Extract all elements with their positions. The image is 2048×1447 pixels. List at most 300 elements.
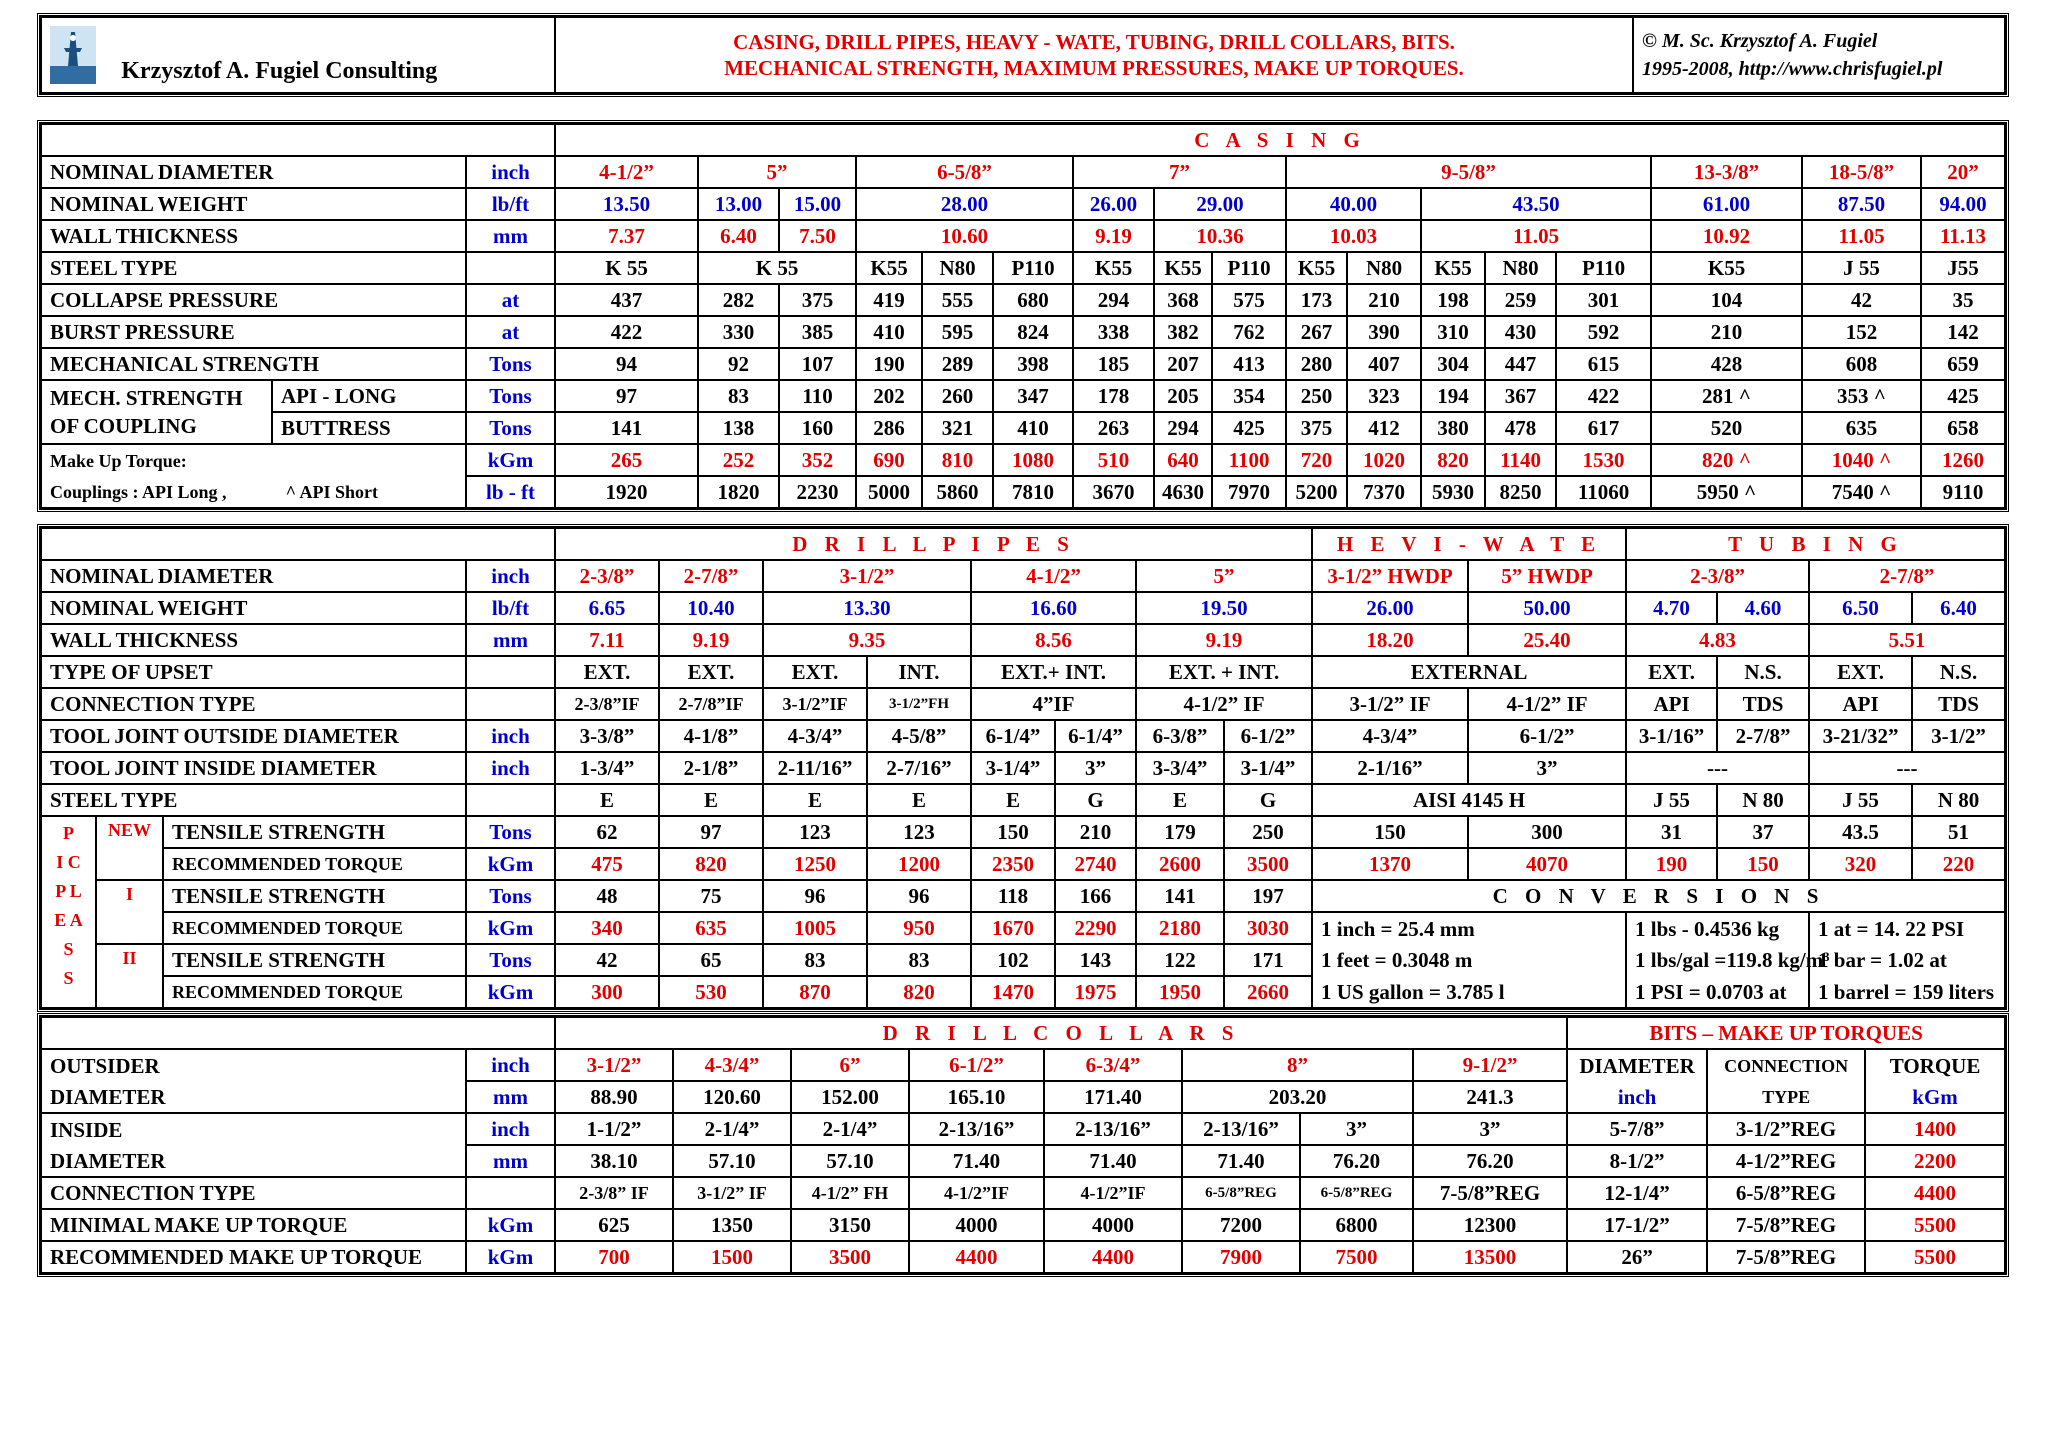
bits-cell: 1400 <box>1865 1113 2005 1145</box>
unit: inch <box>466 1049 555 1081</box>
cell: 19.50 <box>1136 592 1312 624</box>
cell: 1260 <box>1921 444 2005 476</box>
cell: 347 <box>993 380 1073 412</box>
unit: inch <box>466 560 555 592</box>
cell: P110 <box>993 252 1073 284</box>
cell: J 55 <box>1802 252 1921 284</box>
cell: 6.40 <box>698 220 779 252</box>
cell: 1020 <box>1347 444 1421 476</box>
cell: N80 <box>1347 252 1421 284</box>
cell: 3150 <box>791 1209 909 1241</box>
cell: 4”IF <box>971 688 1136 720</box>
unit: at <box>466 316 555 348</box>
unit: mm <box>466 220 555 252</box>
cell: 18.20 <box>1312 624 1468 656</box>
cell: 94.00 <box>1921 188 2005 220</box>
conversion-item: 1 inch = 25.4 mm <box>1312 912 1626 944</box>
cell: 3-1/4” <box>1224 752 1312 784</box>
cell: K55 <box>1286 252 1347 284</box>
cell: 267 <box>1286 316 1347 348</box>
unit: lb/ft <box>466 592 555 624</box>
cell: 8.56 <box>971 624 1136 656</box>
cell: E <box>555 784 659 816</box>
row-label: RECOMMENDED TORQUE <box>163 848 466 880</box>
cell: 3-1/2” IF <box>1312 688 1468 720</box>
cell: 8250 <box>1485 476 1556 508</box>
row-label: RECOMMENDED MAKE UP TORQUE <box>41 1241 466 1273</box>
cell: 10.60 <box>856 220 1073 252</box>
conversion-item: 1 PSI = 0.0703 at <box>1626 976 1809 1008</box>
row-label: NOMINAL WEIGHT <box>41 188 466 220</box>
bits-cell: 6-5/8”REG <box>1707 1177 1865 1209</box>
header-title-line2: MECHANICAL STRENGTH, MAXIMUM PRESSURES, MAKE UP TORQUES. <box>724 56 1464 80</box>
cell: 1530 <box>1556 444 1651 476</box>
cell: 810 <box>922 444 993 476</box>
drill-collars-title: D R I L L C O L L A R S <box>555 1017 1567 1049</box>
cell: 171.40 <box>1044 1081 1182 1113</box>
cell: 4-1/2” <box>555 156 698 188</box>
cell: 352 <box>779 444 856 476</box>
cell: 138 <box>698 412 779 444</box>
cell: 3-1/4” <box>971 752 1055 784</box>
cell: E <box>659 784 763 816</box>
cell: 3-1/2” <box>1912 720 2005 752</box>
cell: 6-5/8”REG <box>1182 1177 1300 1209</box>
cell: 1200 <box>867 848 971 880</box>
cell: 410 <box>993 412 1073 444</box>
cell: 5200 <box>1286 476 1347 508</box>
cell: 6-1/2” <box>1468 720 1626 752</box>
cell: 102 <box>971 944 1055 976</box>
hevi-wate-title: H E V I - W A T E <box>1312 528 1626 560</box>
cell: 13500 <box>1413 1241 1567 1273</box>
side-label: P L <box>55 881 82 901</box>
cell: 11.13 <box>1921 220 2005 252</box>
bits-cell: 5500 <box>1865 1241 2005 1273</box>
cell: 210 <box>1347 284 1421 316</box>
cell: 179 <box>1136 816 1224 848</box>
cell: 2180 <box>1136 912 1224 944</box>
cell: 7.50 <box>779 220 856 252</box>
cell: 6.50 <box>1809 592 1912 624</box>
cell: 428 <box>1651 348 1802 380</box>
cell: 3-1/2”IF <box>763 688 867 720</box>
cell: 118 <box>971 880 1055 912</box>
cell: 3-21/32” <box>1809 720 1912 752</box>
cell: 3670 <box>1073 476 1154 508</box>
unit: Tons <box>466 816 555 848</box>
bits-header: TORQUE <box>1865 1049 2005 1081</box>
row-label: COLLAPSE PRESSURE <box>41 284 466 316</box>
cell: 4-1/2” IF <box>1136 688 1312 720</box>
drill-pipes-block <box>37 524 2009 1012</box>
cell: AISI 4145 H <box>1312 784 1626 816</box>
cell: 3” <box>1413 1113 1567 1145</box>
row-label: MECHANICAL STRENGTH <box>41 348 466 380</box>
cell: 286 <box>856 412 922 444</box>
cell: 1040 ^ <box>1802 444 1921 476</box>
cell: TDS <box>1717 688 1809 720</box>
bits-cell: 26” <box>1567 1241 1707 1273</box>
cell: 13.00 <box>698 188 779 220</box>
cell: 197 <box>1224 880 1312 912</box>
bits-header: CONNECTION <box>1707 1049 1865 1081</box>
cell: 412 <box>1347 412 1421 444</box>
cell: 1820 <box>698 476 779 508</box>
cell: 10.92 <box>1651 220 1802 252</box>
cell: 71.40 <box>1044 1145 1182 1177</box>
cell: 4000 <box>1044 1209 1182 1241</box>
cell: 1250 <box>763 848 867 880</box>
cell: 2-1/4” <box>673 1113 791 1145</box>
cell: 141 <box>555 412 698 444</box>
cell: 2-7/8” <box>1717 720 1809 752</box>
cell: 4630 <box>1154 476 1212 508</box>
cell: 4-1/2”IF <box>1044 1177 1182 1209</box>
cell: 4.70 <box>1626 592 1717 624</box>
cell: 5” <box>1136 560 1312 592</box>
cell: 6-3/8” <box>1136 720 1224 752</box>
cell: 12300 <box>1413 1209 1567 1241</box>
cell: 4-1/2” <box>971 560 1136 592</box>
unit: inch <box>466 156 555 188</box>
cell: 690 <box>856 444 922 476</box>
cell: 304 <box>1421 348 1485 380</box>
cell: 2-3/8” IF <box>555 1177 673 1209</box>
conversion-item: 1 lbs/gal =119.8 kg/m³ <box>1626 944 1809 976</box>
tubing-title: T U B I N G <box>1626 528 2005 560</box>
cell: 595 <box>922 316 993 348</box>
cell: 4-1/2” FH <box>791 1177 909 1209</box>
cell: 320 <box>1809 848 1912 880</box>
row-label: MINIMAL MAKE UP TORQUE <box>41 1209 466 1241</box>
cell: 166 <box>1055 880 1136 912</box>
side-label: S <box>63 939 74 959</box>
unit: Tons <box>466 380 555 412</box>
drill-pipes-table <box>40 527 2006 1009</box>
cell: 4070 <box>1468 848 1626 880</box>
cell: K 55 <box>698 252 856 284</box>
side-label: E A <box>54 910 83 930</box>
cell: 190 <box>856 348 922 380</box>
cell: K55 <box>1421 252 1485 284</box>
cell: 659 <box>1921 348 2005 380</box>
class-new-label: NEW <box>96 816 163 880</box>
class-i-label: I <box>96 880 163 944</box>
cell: --- <box>1809 752 2005 784</box>
cell: 210 <box>1055 816 1136 848</box>
cell: 26.00 <box>1312 592 1468 624</box>
class-ii-label: II <box>96 944 163 1008</box>
row-label: OUTSIDER <box>41 1049 466 1081</box>
drill-pipes-title: D R I L L P I P E S <box>555 528 1312 560</box>
cell: 375 <box>1286 412 1347 444</box>
cell: 680 <box>993 284 1073 316</box>
cell: 2600 <box>1136 848 1224 880</box>
cell: 123 <box>867 816 971 848</box>
cell: 7-5/8”REG <box>1413 1177 1567 1209</box>
cell: 510 <box>1073 444 1154 476</box>
row-label: Couplings : API Long , <box>50 481 227 502</box>
cell: 6-1/2” <box>909 1049 1044 1081</box>
cell: INT. <box>867 656 971 688</box>
row-label: DIAMETER <box>41 1081 466 1113</box>
cell: 5860 <box>922 476 993 508</box>
cell: 1920 <box>555 476 698 508</box>
cell: 83 <box>867 944 971 976</box>
cell: 437 <box>555 284 698 316</box>
unit: mm <box>466 1145 555 1177</box>
cell: 635 <box>1802 412 1921 444</box>
cell: 3-1/2” <box>555 1049 673 1081</box>
cell: 3500 <box>791 1241 909 1273</box>
cell: 9.19 <box>659 624 763 656</box>
cell: 2-3/8” <box>1626 560 1809 592</box>
cell: K55 <box>1073 252 1154 284</box>
row-label: CONNECTION TYPE <box>41 1177 466 1209</box>
cell: 380 <box>1421 412 1485 444</box>
cell: 6.40 <box>1912 592 2005 624</box>
cell: 13.50 <box>555 188 698 220</box>
cell: 5” <box>698 156 856 188</box>
cell: K55 <box>1154 252 1212 284</box>
cell: 6-5/8”REG <box>1300 1177 1413 1209</box>
cell: 2230 <box>779 476 856 508</box>
bits-cell: 4400 <box>1865 1177 2005 1209</box>
cell: 7.37 <box>555 220 698 252</box>
cell: 11060 <box>1556 476 1651 508</box>
cell: 7900 <box>1182 1241 1300 1273</box>
cell: 3-3/4” <box>1136 752 1224 784</box>
cell: 5000 <box>856 476 922 508</box>
row-label: BURST PRESSURE <box>41 316 466 348</box>
cell: 1-1/2” <box>555 1113 673 1145</box>
cell: EXT. <box>659 656 763 688</box>
cell: 83 <box>698 380 779 412</box>
side-label: S <box>63 968 74 988</box>
cell: EXT. <box>1809 656 1912 688</box>
cell: 422 <box>1556 380 1651 412</box>
cell: 280 <box>1286 348 1347 380</box>
cell: 13.30 <box>763 592 971 624</box>
bits-header: inch <box>1567 1081 1707 1113</box>
cell: 26.00 <box>1073 188 1154 220</box>
cell: 37 <box>1717 816 1809 848</box>
cell: 31 <box>1626 816 1717 848</box>
cell: J 55 <box>1626 784 1717 816</box>
cell: 7.11 <box>555 624 659 656</box>
cell: 10.03 <box>1286 220 1421 252</box>
cell: 575 <box>1212 284 1286 316</box>
cell: 6-1/4” <box>1055 720 1136 752</box>
copyright-line2: 1995-2008, http://www.chrisfugiel.pl <box>1642 58 1943 80</box>
cell: 76.20 <box>1413 1145 1567 1177</box>
cell: 635 <box>659 912 763 944</box>
cell: 2-7/8”IF <box>659 688 763 720</box>
unit: Tons <box>466 412 555 444</box>
cell: 152.00 <box>791 1081 909 1113</box>
cell: EXT. <box>555 656 659 688</box>
cell: N.S. <box>1912 656 2005 688</box>
cell: 96 <box>763 880 867 912</box>
cell: 202 <box>856 380 922 412</box>
cell: P110 <box>1556 252 1651 284</box>
cell: 3-1/2”FH <box>867 688 971 720</box>
cell: 92 <box>698 348 779 380</box>
cell: 385 <box>779 316 856 348</box>
cell: 820 ^ <box>1651 444 1802 476</box>
cell: 20” <box>1921 156 2005 188</box>
cell: 88.90 <box>555 1081 673 1113</box>
cell: 35 <box>1921 284 2005 316</box>
row-label: TOOL JOINT OUTSIDE DIAMETER <box>41 720 466 752</box>
cell: N 80 <box>1717 784 1809 816</box>
row-label: TENSILE STRENGTH <box>163 816 466 848</box>
side-label: I C <box>56 852 81 872</box>
cell: 2-7/16” <box>867 752 971 784</box>
header-block <box>37 13 2009 97</box>
cell: 7200 <box>1182 1209 1300 1241</box>
cell: EXT.+ INT. <box>971 656 1136 688</box>
unit: kGm <box>466 1241 555 1273</box>
bits-cell: 4-1/2”REG <box>1707 1145 1865 1177</box>
cell: 205 <box>1154 380 1212 412</box>
cell: 1470 <box>971 976 1055 1008</box>
unit: inch <box>466 1113 555 1145</box>
cell: 2350 <box>971 848 1055 880</box>
cell: K55 <box>1651 252 1802 284</box>
cell: 11.05 <box>1421 220 1651 252</box>
cell: 1005 <box>763 912 867 944</box>
cell: 4-1/2”IF <box>909 1177 1044 1209</box>
cell: 123 <box>763 816 867 848</box>
unit: at <box>466 284 555 316</box>
row-label: OF COUPLING <box>50 414 197 438</box>
unit: inch <box>466 752 555 784</box>
cell: 185 <box>1073 348 1154 380</box>
cell: 282 <box>698 284 779 316</box>
cell: 382 <box>1154 316 1212 348</box>
cell: 4-3/4” <box>673 1049 791 1081</box>
cell: 71.40 <box>909 1145 1044 1177</box>
cell: 2-3/8”IF <box>555 688 659 720</box>
casing-block <box>37 120 2009 512</box>
cell: 250 <box>1286 380 1347 412</box>
unit: kGm <box>466 1209 555 1241</box>
cell: J 55 <box>1809 784 1912 816</box>
cell: 1350 <box>673 1209 791 1241</box>
conversions-title: C O N V E R S I O N S <box>1312 880 2005 912</box>
cell: 762 <box>1212 316 1286 348</box>
cell: 475 <box>555 848 659 880</box>
cell: 3” <box>1468 752 1626 784</box>
conversion-item: 1 US gallon = 3.785 l <box>1312 976 1626 1008</box>
cell: 353 ^ <box>1802 380 1921 412</box>
cell: 15.00 <box>779 188 856 220</box>
cell: 3500 <box>1224 848 1312 880</box>
bits-cell: 12-1/4” <box>1567 1177 1707 1209</box>
cell: 294 <box>1154 412 1212 444</box>
cell: 178 <box>1073 380 1154 412</box>
cell: 210 <box>1651 316 1802 348</box>
cell: 281 ^ <box>1651 380 1802 412</box>
cell: 241.3 <box>1413 1081 1567 1113</box>
company-logo-icon <box>50 26 96 84</box>
casing-table <box>40 123 2006 509</box>
cell: 194 <box>1421 380 1485 412</box>
cell: 2-3/8” <box>555 560 659 592</box>
cell: 83 <box>763 944 867 976</box>
row-label: TENSILE STRENGTH <box>163 880 466 912</box>
cell: 289 <box>922 348 993 380</box>
cell: 430 <box>1485 316 1556 348</box>
cell: 2290 <box>1055 912 1136 944</box>
bits-cell: 5-7/8” <box>1567 1113 1707 1145</box>
cell: 9110 <box>1921 476 2005 508</box>
cell: 9-1/2” <box>1413 1049 1567 1081</box>
cell: 2-7/8” <box>1809 560 2005 592</box>
cell: 203.20 <box>1182 1081 1413 1113</box>
cell: 2-1/4” <box>791 1113 909 1145</box>
cell: 3-1/2” <box>763 560 971 592</box>
cell: 9-5/8” <box>1286 156 1651 188</box>
cell: N80 <box>922 252 993 284</box>
conversion-item: 1 lbs - 0.4536 kg <box>1626 912 1809 944</box>
unit: Tons <box>466 880 555 912</box>
row-label: WALL THICKNESS <box>41 624 466 656</box>
unit: kGm <box>466 976 555 1008</box>
cell: 18-5/8” <box>1802 156 1921 188</box>
cell: 950 <box>867 912 971 944</box>
cell: 97 <box>659 816 763 848</box>
row-label: NOMINAL WEIGHT <box>41 592 466 624</box>
cell: 1140 <box>1485 444 1556 476</box>
cell: 592 <box>1556 316 1651 348</box>
conversion-item: 1 bar = 1.02 at <box>1809 944 2005 976</box>
conversion-item: 1 at = 14. 22 PSI <box>1809 912 2005 944</box>
row-label: INSIDE <box>41 1113 466 1145</box>
drill-collars-table <box>40 1016 2006 1274</box>
row-label: TENSILE STRENGTH <box>163 944 466 976</box>
cell: 260 <box>922 380 993 412</box>
cell: 25.40 <box>1468 624 1626 656</box>
cell: 338 <box>1073 316 1154 348</box>
cell: 398 <box>993 348 1073 380</box>
bits-header: DIAMETER <box>1567 1049 1707 1081</box>
cell: 615 <box>1556 348 1651 380</box>
cell: 4.83 <box>1626 624 1809 656</box>
cell: 3” <box>1300 1113 1413 1145</box>
cell: 6-1/2” <box>1224 720 1312 752</box>
unit: Tons <box>466 944 555 976</box>
cell: 10.40 <box>659 592 763 624</box>
cell: 7540 ^ <box>1802 476 1921 508</box>
cell: 50.00 <box>1468 592 1626 624</box>
cell: K 55 <box>555 252 698 284</box>
side-label: P <box>63 823 74 843</box>
cell: 220 <box>1912 848 2005 880</box>
cell: 407 <box>1347 348 1421 380</box>
cell: 141 <box>1136 880 1224 912</box>
cell: 2740 <box>1055 848 1136 880</box>
cell: 6.65 <box>555 592 659 624</box>
row-label: TYPE OF UPSET <box>41 656 466 688</box>
cell: 120.60 <box>673 1081 791 1113</box>
cell: 150 <box>1312 816 1468 848</box>
cell: 75 <box>659 880 763 912</box>
cell: 43.50 <box>1421 188 1651 220</box>
cell: 6-1/4” <box>971 720 1055 752</box>
